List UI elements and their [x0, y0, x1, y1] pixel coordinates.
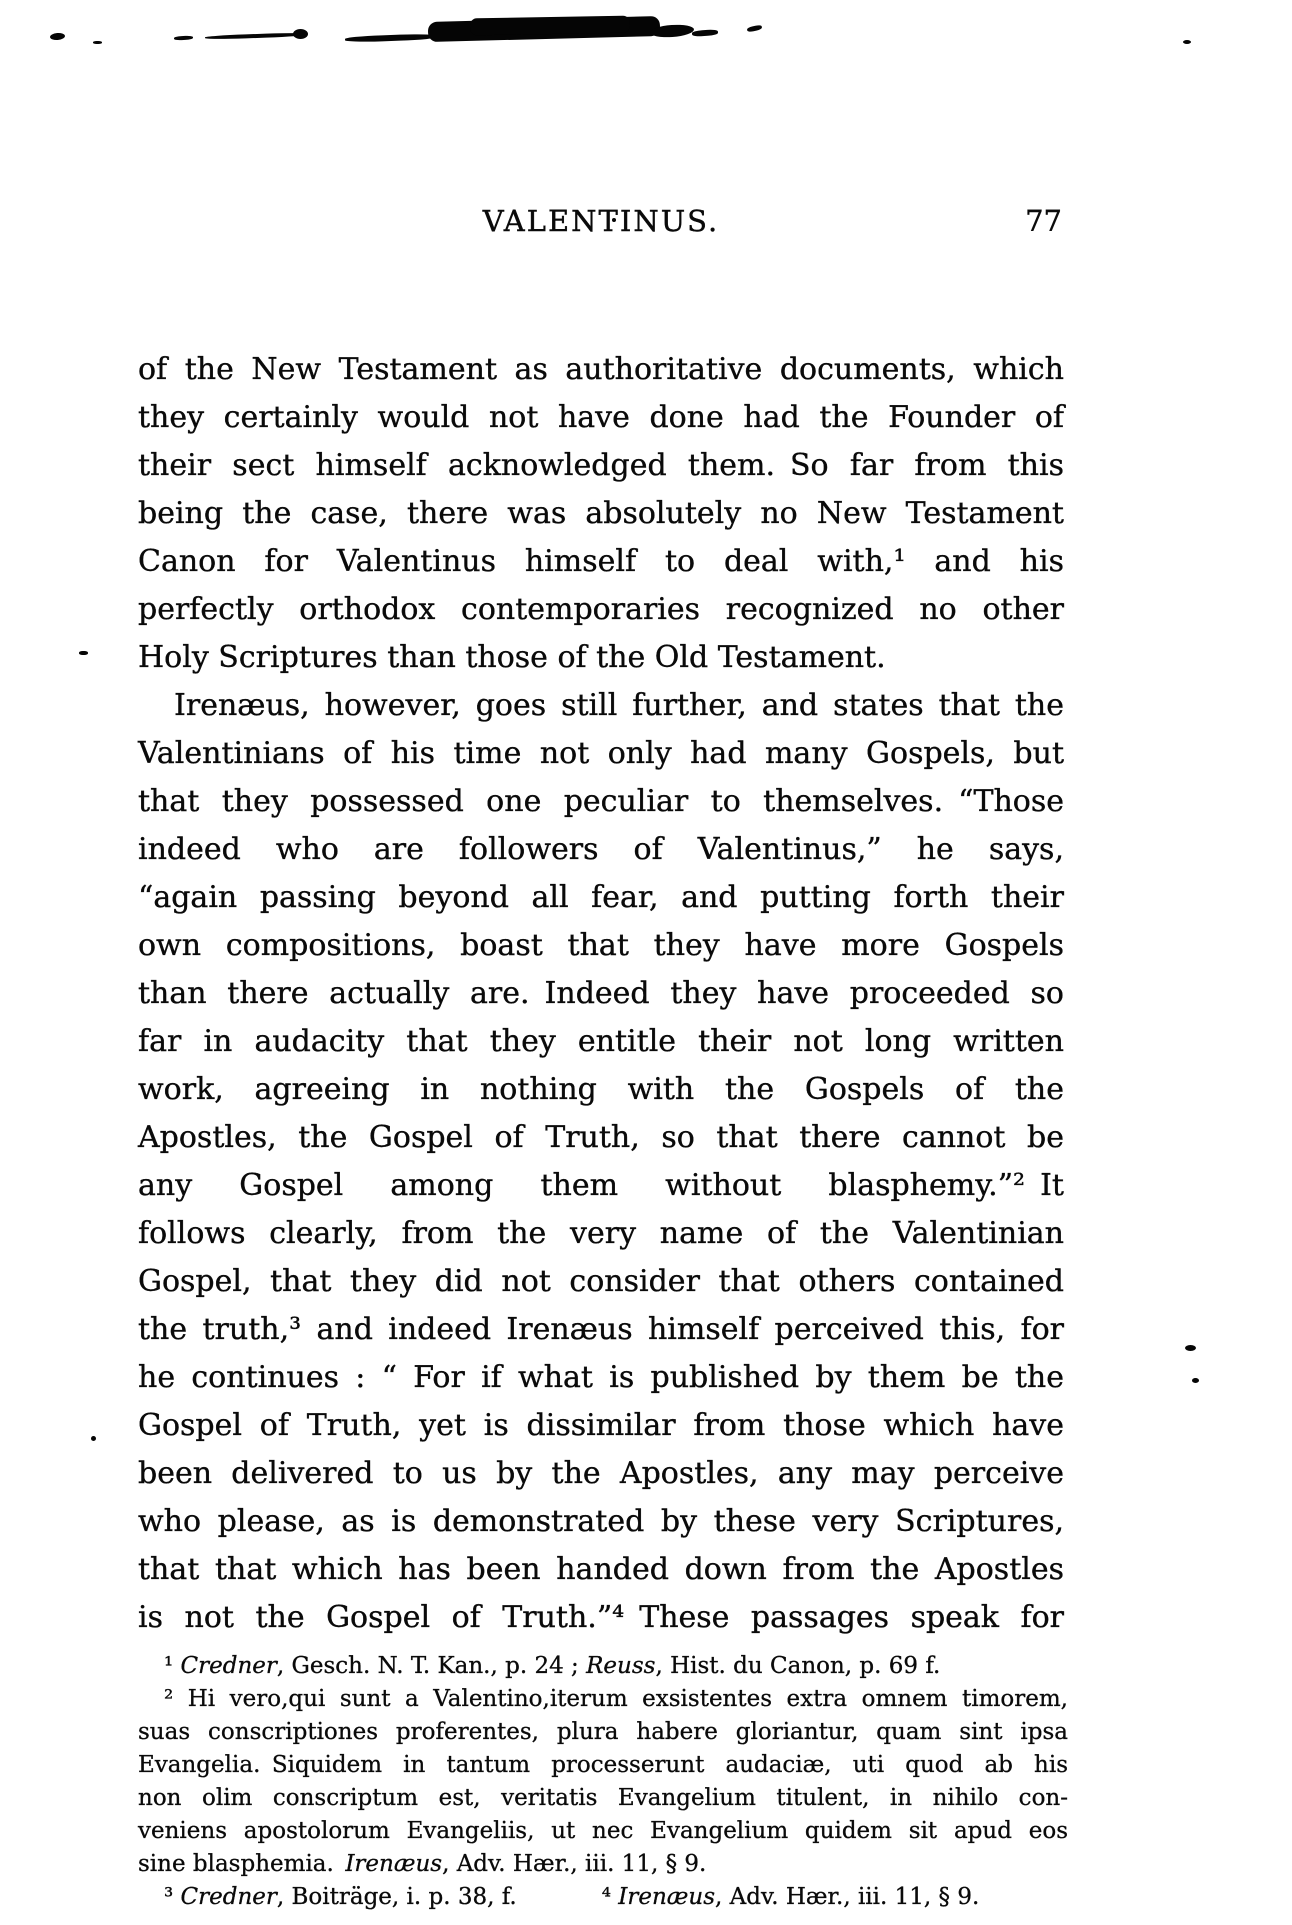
footnote-line	[138, 1650, 1068, 1683]
text-line: than there actually are. Indeed they have proceeded so	[138, 976, 1064, 1011]
footnote-segment: sine blasphemia.	[138, 1851, 346, 1877]
footnote-segment: , Gesch. N. T. Kan., p. 24 ;	[276, 1653, 587, 1679]
footnote-line	[138, 1815, 1068, 1848]
footnote-segment: , Boiträge, i. p. 38, f.	[276, 1884, 517, 1910]
page-body	[138, 346, 1064, 1642]
page-title: VALENTINUS.	[482, 204, 720, 238]
footnote-segment: , Hist. du Canon, p. 69 f.	[655, 1653, 941, 1679]
ink-smudge	[747, 24, 763, 32]
text-line: they certainly would not have done had the Founder of	[138, 400, 1064, 435]
running-header	[138, 204, 1064, 246]
ink-smudge	[50, 32, 66, 40]
footnote-segment: Credner	[180, 1884, 277, 1910]
footnote-segment: Irenæus	[618, 1884, 716, 1910]
ink-smudge	[1183, 40, 1191, 44]
ink-smudge	[174, 36, 193, 41]
ink-smudge	[470, 16, 630, 36]
ink-smudge	[91, 1436, 96, 1441]
footnote-segment: , Adv. Hær., iii. 11, § 9.	[715, 1884, 980, 1910]
ink-smudge	[205, 32, 307, 40]
ink-smudge	[692, 29, 718, 37]
footnotes	[138, 1650, 1068, 1914]
text-line: far in audacity that they entitle their not long written	[138, 1024, 1064, 1059]
text-line: indeed who are followers of Valentinus,” he says,	[138, 832, 1064, 867]
footnote-line	[138, 1683, 1068, 1716]
footnote-segment: suas conscriptiones proferentes, plura habere gloriantur, quam sint ipsa	[138, 1719, 1068, 1745]
text-line: is not the Gospel of Truth.”⁴ These passages speak for	[138, 1600, 1064, 1635]
text-line: Gospel of Truth, yet is dissimilar from those which have	[138, 1408, 1064, 1443]
footnote-segment: ³	[164, 1884, 181, 1910]
text-line: of the New Testament as authoritative documents, which	[138, 352, 1064, 387]
text-line: their sect himself acknowledged them. So far from this	[138, 448, 1064, 483]
footnote-line	[138, 1716, 1068, 1749]
text-line: he continues : “ For if what is published by them be the	[138, 1360, 1064, 1395]
ink-smudge	[345, 33, 437, 42]
text-line: that that which has been handed down from the Apostles	[138, 1552, 1064, 1587]
text-line: own compositions, boast that they have more Gospels	[138, 928, 1064, 963]
footnote-segment: , Adv. Hær., iii. 11, § 9.	[442, 1851, 707, 1877]
footnote-line	[138, 1881, 1068, 1914]
text-line: Valentinians of his time not only had many Gospels, but	[138, 736, 1064, 771]
footnote-segment: Irenæus	[345, 1851, 443, 1877]
footnote-line	[138, 1749, 1068, 1782]
footnote-segment: Credner	[180, 1653, 277, 1679]
footnote-segment: non olim conscriptum est, veritatis Evangelium titulent, in nihilo con-	[138, 1785, 1068, 1811]
ink-smudge	[1192, 1378, 1199, 1383]
text-line: who please, as is demonstrated by these very Scriptures,	[138, 1504, 1064, 1539]
page-number: 77	[1025, 204, 1062, 238]
footnote-segment: veniens apostolorum Evangeliis, ut nec Evangelium quidem sit apud eos	[138, 1818, 1068, 1844]
ink-smudge	[93, 41, 102, 44]
ink-smudge	[293, 29, 308, 39]
footnote-segment: ² Hi vero,qui sunt a Valentino,iterum exsistentes extra omnem timorem,	[164, 1686, 1068, 1712]
text-line: the truth,³ and indeed Irenæus himself perceived this, for	[138, 1312, 1064, 1347]
text-line: “again passing beyond all fear, and putting forth their	[138, 880, 1064, 915]
footnote-segment: ¹	[164, 1653, 181, 1679]
text-line: any Gospel among them without blasphemy.”² It	[138, 1168, 1064, 1203]
text-line: work, agreeing in nothing with the Gospels of the	[138, 1072, 1064, 1107]
text-line: follows clearly, from the very name of the Valentinian	[138, 1216, 1064, 1251]
text-line: that they possessed one peculiar to themselves. “Those	[138, 784, 1064, 819]
ink-smudge	[1185, 1345, 1196, 1351]
footnote-segment: Evangelia. Siquidem in tantum processerunt audaciæ, uti quod ab his	[138, 1752, 1068, 1778]
text-line: been delivered to us by the Apostles, any may perceive	[138, 1456, 1064, 1491]
ink-smudge	[79, 651, 88, 655]
paragraph	[138, 682, 1064, 1642]
text-line: being the case, there was absolutely no New Testament	[138, 496, 1064, 531]
footnote-segment: Reuss	[586, 1653, 656, 1679]
footnote-segment: ⁴	[601, 1884, 619, 1910]
text-line: Holy Scriptures than those of the Old Testament.	[138, 640, 886, 675]
text-line: Apostles, the Gospel of Truth, so that there cannot be	[138, 1120, 1064, 1155]
text-line: perfectly orthodox contemporaries recognized no other	[138, 592, 1064, 627]
text-line: Gospel, that they did not consider that others contained	[138, 1264, 1064, 1299]
text-line: Canon for Valentinus himself to deal with,¹ and his	[138, 544, 1064, 579]
paragraph	[138, 346, 1064, 682]
footnote-line	[138, 1848, 1068, 1881]
text-line: Irenæus, however, goes still further, and states that the	[174, 688, 1064, 723]
footnote-line	[138, 1782, 1068, 1815]
